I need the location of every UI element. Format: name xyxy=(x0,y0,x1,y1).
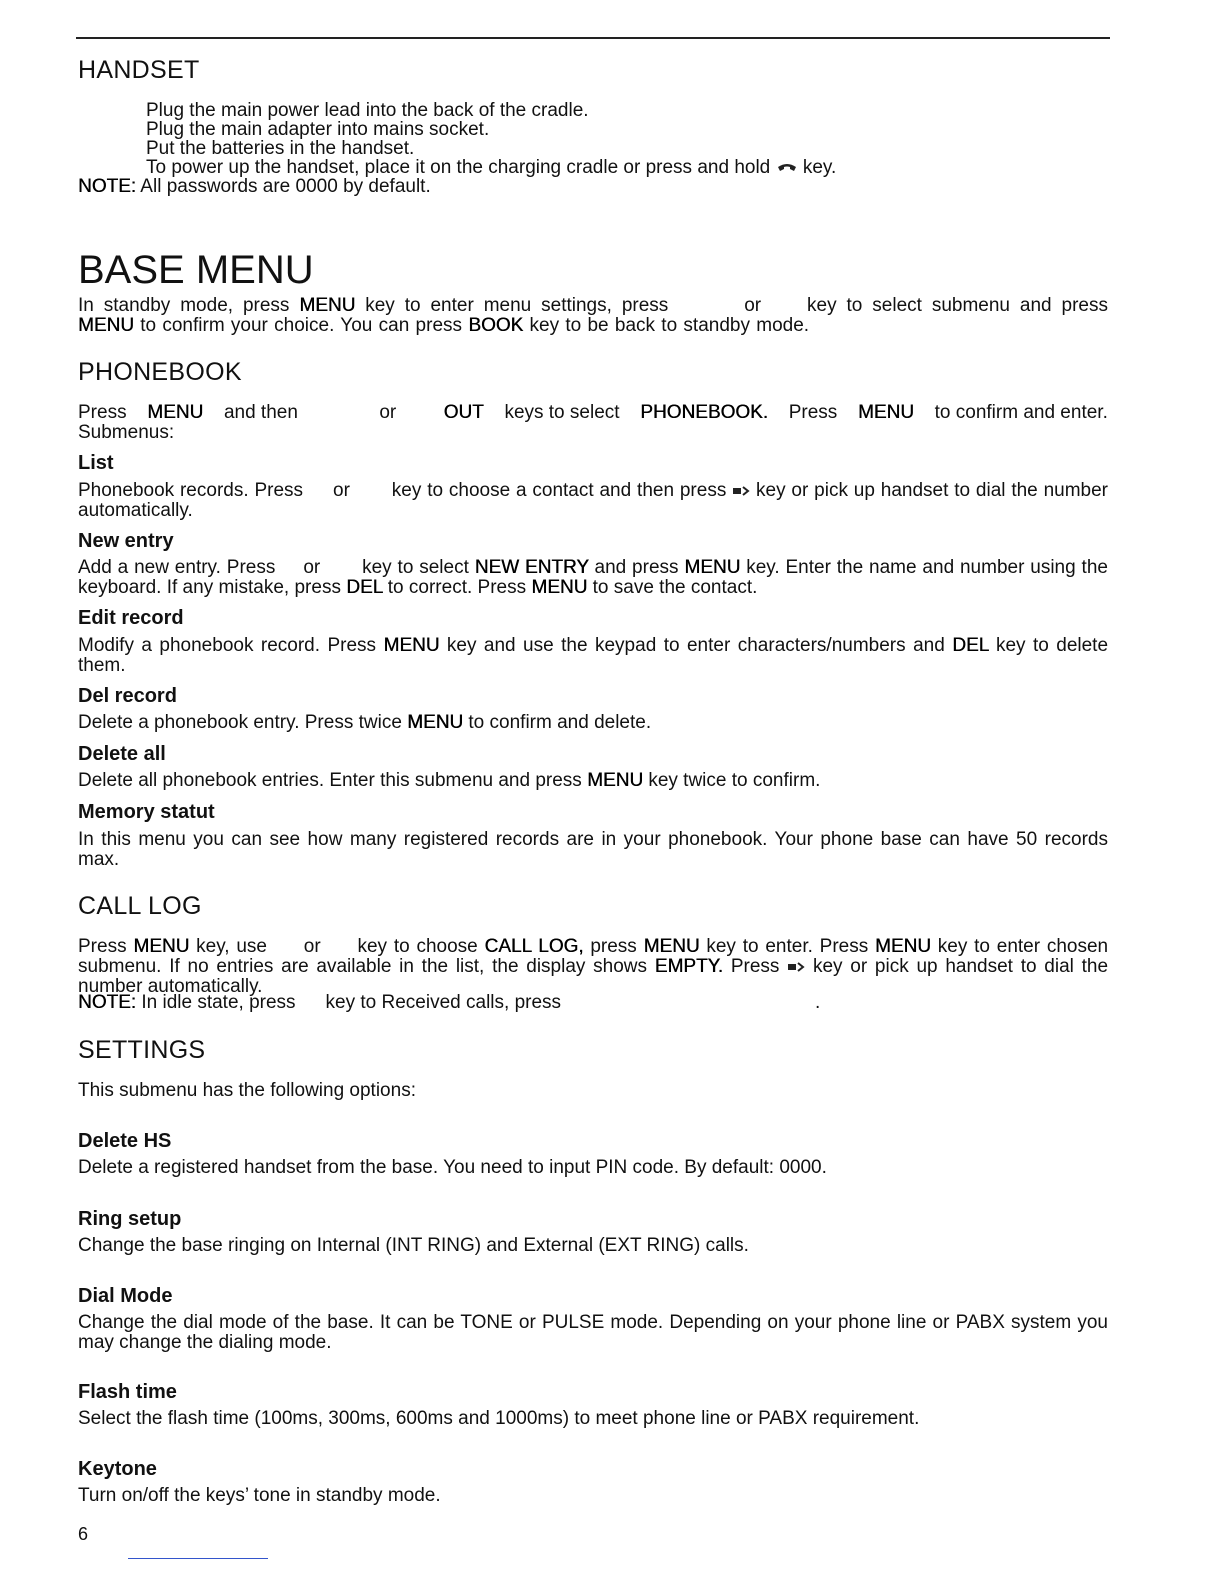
new-entry-heading: New entry xyxy=(78,530,174,552)
speaker-phone-icon xyxy=(732,484,750,498)
handset-step-4 xyxy=(146,158,836,177)
dial-mode-heading: Dial Mode xyxy=(78,1285,173,1307)
settings-heading: SETTINGS xyxy=(78,1036,206,1064)
edit-record-paragraph: Modify a phonebook record. Press MENU key and use the keypad to enter characters/numbers and DEL key to delete them. xyxy=(78,635,1109,676)
flash-time-heading: Flash time xyxy=(78,1381,177,1403)
handset-step-4-text: To power up the handset, place it on the charging cradle or press and hold xyxy=(146,157,771,178)
keytone-paragraph: Turn on/off the keys’ tone in standby mode. xyxy=(78,1485,441,1506)
list-paragraph: Phonebook records. Press or key to choose a contact and then press key or pick up handset to dial the number automatically. xyxy=(78,480,1108,521)
memory-paragraph: In this menu you can see how many registered records are in your phonebook. Your phone base can have 50 records max. xyxy=(78,829,1108,870)
ring-setup-paragraph: Change the base ringing on Internal (INT RING) and External (EXT RING) calls. xyxy=(78,1235,749,1256)
new-entry-paragraph: Add a new entry. Press or key to select NEW ENTRY and press MENU key. Enter the name and number using the keyboard. If any mistake, press DEL to correct. Press MENU to save the contact. xyxy=(78,557,1108,598)
ring-setup-heading: Ring setup xyxy=(78,1208,182,1230)
delete-hs-heading: Delete HS xyxy=(78,1130,172,1152)
base-menu-paragraph: In standby mode, press MENU key to enter menu settings, press or key to select submenu and press MENU to confirm your choice. You can press BOOK key to be back to standby mode. xyxy=(78,295,1108,336)
call-log-note: NOTE: In idle state, press key to Received calls, press . xyxy=(78,992,821,1013)
edit-record-heading: Edit record xyxy=(78,607,184,629)
phonebook-heading: PHONEBOOK xyxy=(78,358,242,386)
settings-intro: This submenu has the following options: xyxy=(78,1080,416,1101)
handset-step-1: Plug the main power lead into the back of the cradle. xyxy=(146,100,589,121)
footer-link-underline xyxy=(128,1558,268,1559)
memory-heading: Memory statut xyxy=(78,801,215,823)
speaker-phone-icon xyxy=(787,960,805,974)
top-rule xyxy=(76,37,1110,39)
note-text: All passwords are 0000 by default. xyxy=(140,176,431,197)
phonebook-intro: Press MENU and then or OUT keys to select PHONEBOOK. Press MENU to confirm and enter. Submenus: xyxy=(78,402,1108,443)
handset-note xyxy=(78,177,1108,197)
delete-all-heading: Delete all xyxy=(78,743,166,765)
flash-time-paragraph: Select the flash time (100ms, 300ms, 600ms and 1000ms) to meet phone line or PABX requirement. xyxy=(78,1408,920,1429)
call-log-heading: CALL LOG xyxy=(78,892,202,920)
delete-hs-paragraph: Delete a registered handset from the base. You need to input PIN code. By default: 0000. xyxy=(78,1157,827,1178)
phone-hangup-icon xyxy=(776,161,798,175)
handset-step-2: Plug the main adapter into mains socket. xyxy=(146,119,490,140)
note-label: NOTE: xyxy=(78,176,137,197)
call-log-paragraph: Press MENU key, use or key to choose CALL LOG, press MENU key to enter. Press MENU key to enter chosen submenu. If no entries are available in the list, the display shows EMPTY. Press key or pick up handset to dial the number automatically. xyxy=(78,936,1109,997)
dial-mode-paragraph: Change the dial mode of the base. It can be TONE or PULSE mode. Depending on your phone line or PABX system you may change the dialing mode. xyxy=(78,1312,1108,1353)
page-number: 6 xyxy=(78,1524,89,1544)
handset-step-4-key: key. xyxy=(802,157,837,178)
base-menu-heading: BASE MENU xyxy=(78,248,314,292)
del-record-heading: Del record xyxy=(78,685,177,707)
keytone-heading: Keytone xyxy=(78,1458,157,1480)
list-heading: List xyxy=(78,452,114,474)
delete-all-paragraph: Delete all phonebook entries. Enter this submenu and press MENU key twice to confirm. xyxy=(78,770,821,791)
del-record-paragraph: Delete a phonebook entry. Press twice MENU to confirm and delete. xyxy=(78,712,652,733)
handset-heading: HANDSET xyxy=(78,56,200,84)
handset-step-3: Put the batteries in the handset. xyxy=(146,138,415,159)
